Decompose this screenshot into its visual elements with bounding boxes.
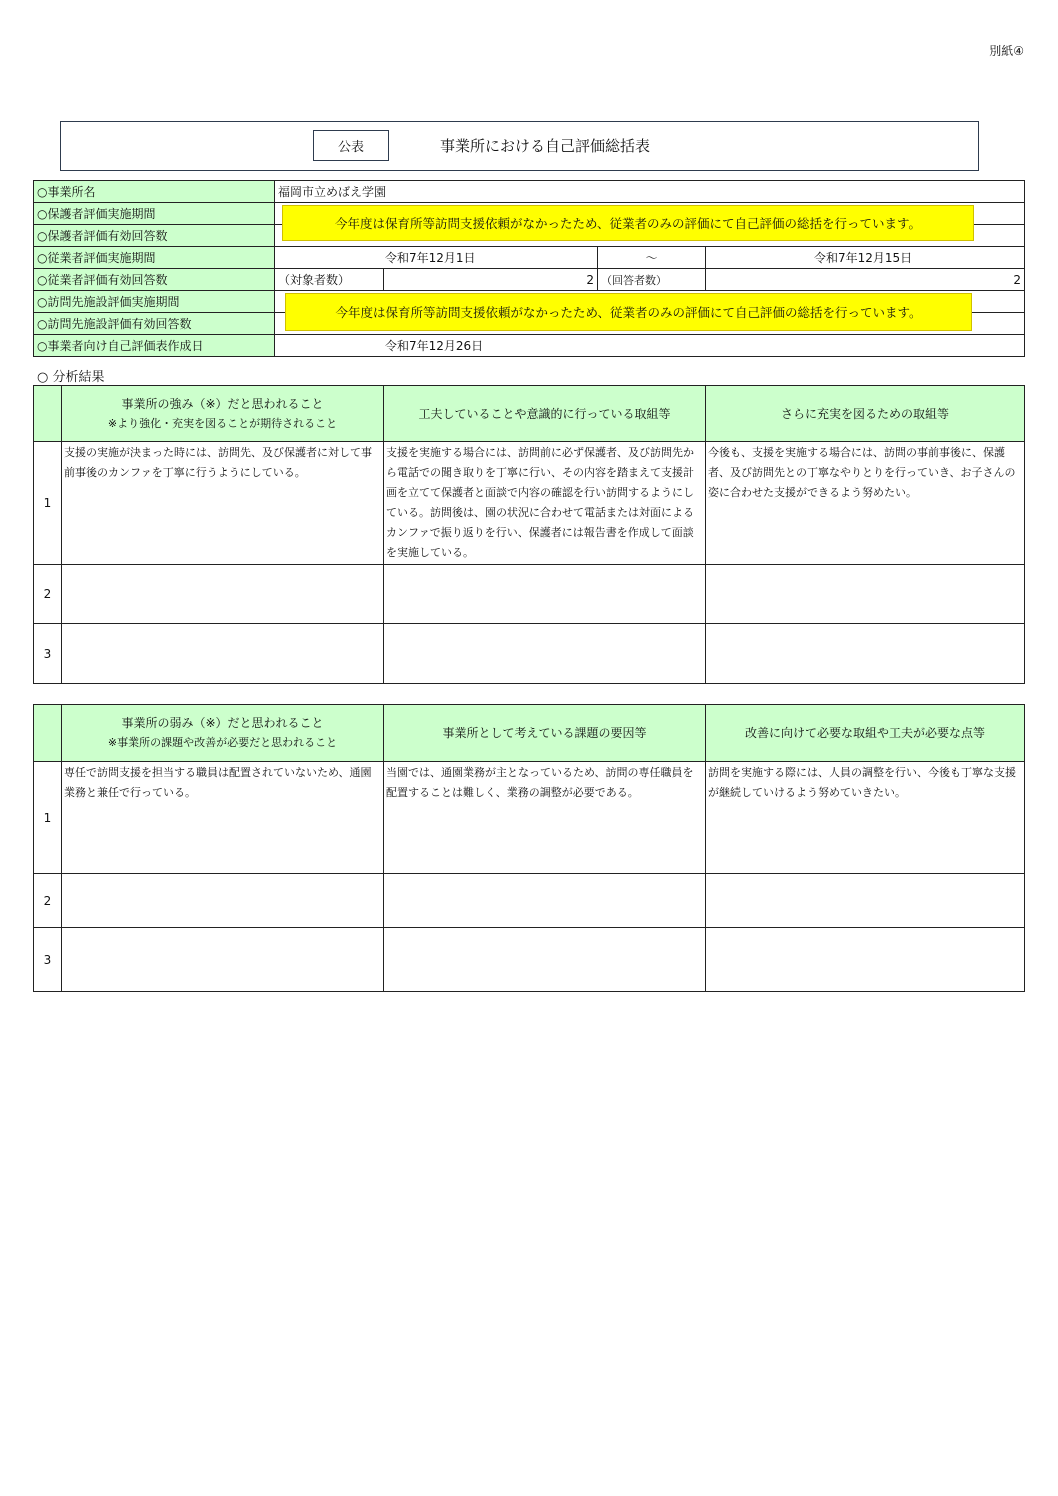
visit-period-label: ○訪問先施設評価実施期間 [34,291,275,313]
target-value: 2 [384,269,598,291]
strengths-col1-header [62,386,384,442]
strength-cell: 支援の実施が決まった時には、訪問先、及び保護者に対して事前事後のカンファを丁寧に行うようにしている。 [62,442,384,565]
improvement-cell: 今後も、支援を実施する場合には、訪問の事前事後に、保護者、及び訪問先との丁寧なやりとりを行っていき、お子さんの姿に合わせた支援ができるよう努めたい。 [706,442,1025,565]
strengths-table [33,385,1025,684]
cause-cell [384,928,706,992]
strengths-col3-header: さらに充実を図るための取組等 [706,386,1025,442]
created-date-row [34,335,1025,357]
row-number: 1 [34,442,62,565]
weaknesses-col1-title: 事業所の弱み（※）だと思われること [121,716,324,730]
staff-period-row [34,247,1025,269]
guardian-notice: 今年度は保育所等訪問支援依頼がなかったため、従業者のみの評価にて自己評価の総括を行っています。 [282,205,974,241]
created-date-label: ○事業者向け自己評価表作成日 [34,335,275,357]
target-label: （対象者数） [275,269,384,291]
table-row [34,874,1025,928]
effort-cell [384,624,706,684]
table-row [34,565,1025,624]
staff-period-end: 令和7年12月15日 [706,247,1025,269]
guardian-period-label: ○保護者評価実施期間 [34,203,275,225]
guardian-count-label: ○保護者評価有効回答数 [34,225,275,247]
weaknesses-col1-subtitle: ※事業所の課題や改善が必要だと思われること [107,736,338,749]
annex-label: 別紙④ [989,44,1024,58]
row-number: 2 [34,874,62,928]
strengths-col2-header: 工夫していることや意識的に行っている取組等 [384,386,706,442]
table-row [34,762,1025,874]
weaknesses-header-row [34,705,1025,762]
weaknesses-table [33,704,1025,992]
respondent-label: （回答者数） [598,269,706,291]
row-number: 2 [34,565,62,624]
strengths-col1-subtitle: ※より強化・充実を図ることが期待されること [107,416,338,430]
action-cell [706,928,1025,992]
created-date-value: 令和7年12月26日 [275,335,1025,357]
staff-count-row [34,269,1025,291]
improvement-cell [706,565,1025,624]
staff-count-label: ○従業者評価有効回答数 [34,269,275,291]
weakness-cell: 専任で訪問支援を担当する職員は配置されていないため、通園業務と兼任で行っている。 [62,762,384,874]
office-name-row [34,181,1025,203]
staff-period-label: ○従業者評価実施期間 [34,247,275,269]
weaknesses-col2-header: 事業所として考えている課題の要因等 [384,705,706,762]
staff-period-start: 令和7年12月1日 [275,247,598,269]
effort-cell [384,565,706,624]
weakness-cell [62,928,384,992]
row-number: 3 [34,928,62,992]
strength-cell [62,624,384,684]
page-title: 事業所における自己評価総括表 [440,137,651,155]
effort-cell: 支援を実施する場合には、訪問前に必ず保護者、及び訪問先から電話での聞き取りを丁寧に行い、その内容を踏まえて支援計画を立てて保護者と面談で内容の確認を行い訪問するようにしている。訪問後は、園の状況に合わせて電話または対面によるカンファで振り返りを行い、保護者には報告書を作成して面談を実施している。 [384,442,706,565]
table-row [34,624,1025,684]
visit-count-label: ○訪問先施設評価有効回答数 [34,313,275,335]
respondent-value: 2 [706,269,1025,291]
strengths-col1-title: 事業所の強み（※）だと思われること [121,396,324,411]
period-tilde: ～ [598,247,706,269]
improvement-cell [706,624,1025,684]
action-cell: 訪問を実施する際には、人員の調整を行い、今後も丁寧な支援が継続していけるよう努めていきたい。 [706,762,1025,874]
strengths-header-row [34,386,1025,442]
cause-cell [384,874,706,928]
analysis-title: ○ 分析結果 [37,370,105,385]
table-row [34,928,1025,992]
weakness-cell [62,874,384,928]
weaknesses-col1-header [62,705,384,762]
row-number: 3 [34,624,62,684]
row-number: 1 [34,762,62,874]
cause-cell: 当園では、通園業務が主となっているため、訪問の専任職員を配置することは難しく、業務の調整が必要である。 [384,762,706,874]
action-cell [706,874,1025,928]
office-name-value: 福岡市立めばえ学園 [275,181,1025,203]
table-row [34,442,1025,565]
public-badge: 公表 [313,130,389,161]
visit-notice: 今年度は保育所等訪問支援依頼がなかったため、従業者のみの評価にて自己評価の総括を行っています。 [285,293,972,331]
strength-cell [62,565,384,624]
weaknesses-col3-header: 改善に向けて必要な取組や工夫が必要な点等 [706,705,1025,762]
office-name-label: ○事業所名 [34,181,275,203]
